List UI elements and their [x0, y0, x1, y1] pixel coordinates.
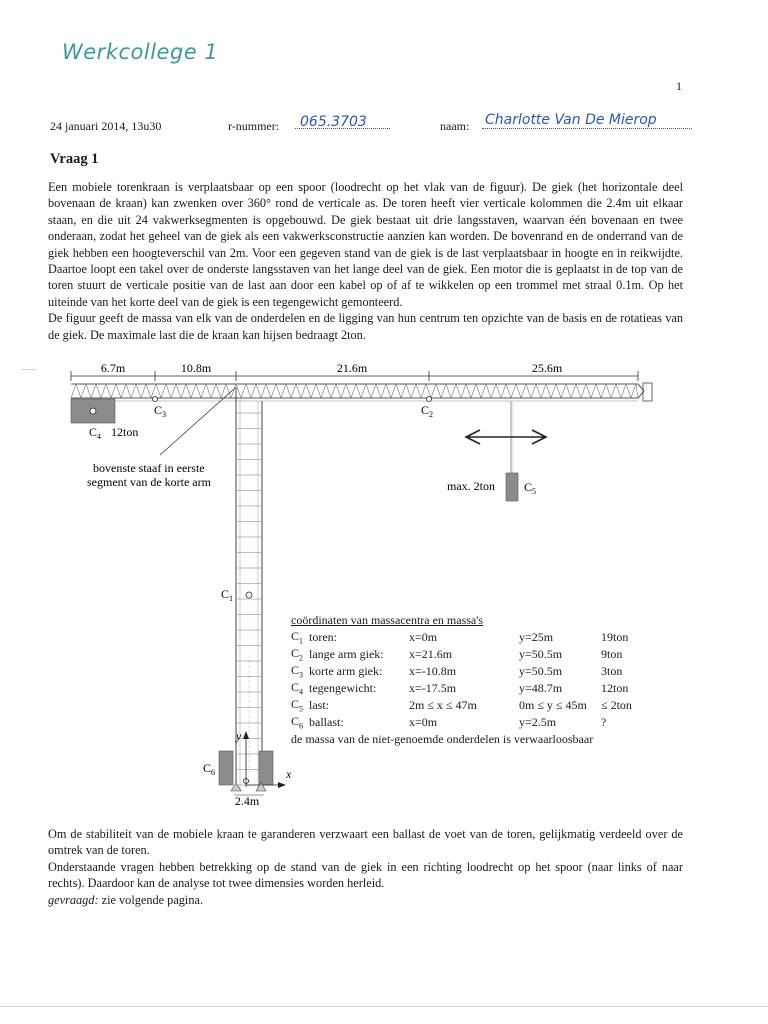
x-coordinate: x=-10.8m	[409, 664, 457, 678]
exam-date: 24 januari 2014, 13u30	[50, 119, 162, 133]
jib-truss	[71, 383, 652, 401]
x-axis-label: x	[286, 767, 292, 781]
question-body	[48, 179, 683, 343]
y-coordinate: y=50.5m	[519, 664, 563, 678]
footer-body	[48, 826, 683, 908]
footer-paragraph-2: Onderstaande vragen hebben betrekking op de stand van de giek in een richting loodrecht op het spoor (naar links of naar rechts). Daardoor kan de analyse tot twee dimensies worden herleid.	[48, 859, 683, 891]
y-axis-label: y	[236, 729, 242, 743]
component-name: lange arm giek:	[309, 647, 384, 661]
table-footnote: de massa van de niet-genoemde onderdelen is verwaarloosbaar	[291, 732, 594, 746]
name-label: naam:	[440, 119, 470, 133]
component-name: toren:	[309, 630, 337, 644]
table-row	[291, 680, 651, 697]
c3-centroid-marker	[153, 397, 158, 402]
mass-value: ?	[601, 715, 607, 729]
asked-text: zie volgende pagina.	[98, 892, 204, 907]
mass-value: 12ton	[601, 681, 629, 695]
dimension-label: 10.8m	[180, 361, 212, 375]
name-value: Charlotte Van De Mierop	[485, 112, 657, 128]
table-row	[291, 629, 651, 646]
y-axis-arrowhead	[243, 731, 249, 739]
dimension-label: 6.7m	[100, 361, 126, 375]
component-name: korte arm giek:	[309, 664, 383, 678]
table-row	[291, 697, 651, 714]
c-symbol: $C_3$	[291, 663, 304, 680]
mass-value: ≤ 2ton	[601, 698, 632, 712]
table-row	[291, 663, 651, 680]
x-coordinate: x=21.6m	[409, 647, 453, 661]
c-symbol: $C_5$	[291, 697, 304, 714]
component-name: tegengewicht:	[309, 681, 377, 695]
annotation-line-2: segment van de korte arm	[87, 475, 211, 489]
x-coordinate: x=-17.5m	[409, 681, 457, 695]
c4-mass-label: 12ton	[111, 425, 139, 439]
x-coordinate: 2m ≤ x ≤ 47m	[409, 698, 477, 712]
component-name: last:	[309, 698, 329, 712]
question-paragraph-2: De figuur geeft de massa van elk van de onderdelen en de ligging van hun centrum ten opzichte van de basis en de rotatieas van de giek. De maximale last die de kraan kan hijsen bedraagt 2ton.	[48, 311, 683, 342]
x-coordinate: x=0m	[409, 715, 438, 729]
table-body	[291, 629, 651, 731]
dimension-label: 25.6m	[531, 361, 563, 375]
y-coordinate: y=50.5m	[519, 647, 563, 661]
question-title: Vraag 1	[50, 151, 99, 167]
asked-line	[48, 892, 683, 908]
mass-value: 9ton	[601, 647, 623, 661]
r-number-label: r-nummer:	[228, 119, 280, 133]
y-coordinate: y=48.7m	[519, 681, 563, 695]
dimension-label: 21.6m	[336, 361, 368, 375]
c-symbol: $C_2$	[291, 646, 304, 663]
question-paragraph-1: Een mobiele torenkraan is verplaatsbaar op een spoor (loodrecht op het vlak van de figuur). De giek (het horizontale deel bovenaan de kraan) kan zwenken over 360° rond de verticale as. De toren heeft vier verticale kolommen die 2.4m uit elkaar staan, en die uit 24 vakwerksegmenten is opgebouwd. De giek bestaat uit drie langsstaven, waarvan één bovenaan en twee onderaan, zodat het geheel van de giek als een vakwerksconstructie aanzien kan worden. De bovenrand en de onderrand van de giek hebben een hoogteverschil van 2m. Voor een gegeven stand van de giek is de last verplaatsbaar in hoogte en in reikwijdte. Daartoe loopt een takel over de onderste langsstaven van het lange deel van de giek. Een motor die is geplaatst in de top van de toren stuurt de verticale positie van de last aan door een kabel op of af te wikkelen op een trommel met straal 0.1m. Op het uiteinde van het korte deel van de giek is een tegengewicht gemonteerd.	[48, 180, 683, 309]
base-width-label: 2.4m	[234, 794, 260, 808]
c-symbol: $C_4$	[291, 680, 304, 697]
c6-label: $C_6$	[203, 761, 216, 777]
x-coordinate: x=0m	[409, 630, 438, 644]
handwritten-heading: Werkcollege 1	[62, 40, 219, 64]
coordinates-table	[291, 613, 651, 747]
scan-edge-mark	[22, 369, 36, 370]
r-number-value: 065.3703	[300, 114, 367, 130]
c-symbol: $C_6$	[291, 714, 304, 731]
mass-value: 19ton	[601, 630, 629, 644]
max-load-label: max. 2ton	[447, 479, 495, 493]
mass-value: 3ton	[601, 664, 623, 678]
c1-centroid-marker	[246, 592, 252, 598]
load-block	[506, 473, 518, 501]
ballast-block-right	[259, 751, 273, 785]
c4-label: $C_4$	[89, 425, 102, 441]
y-coordinate: y=25m	[519, 630, 554, 644]
table-row	[291, 646, 651, 663]
c1-label: $C_1$	[221, 587, 234, 603]
table-row	[291, 714, 651, 731]
annotation-line-1: bovenste staaf in eerste	[93, 461, 205, 475]
component-name: ballast:	[309, 715, 344, 729]
ballast-block-left	[219, 751, 233, 785]
c4-centroid-marker	[90, 408, 96, 414]
c5-label: $C_5$	[524, 480, 537, 496]
c-symbol: $C_1$	[291, 629, 304, 646]
trolley-travel-arrow	[466, 430, 546, 444]
c3-label: $C_3$	[154, 403, 167, 419]
page-number: 1	[676, 79, 682, 93]
name-dots	[482, 128, 692, 129]
scan-edge-mark	[0, 1006, 768, 1007]
c2-centroid-marker	[427, 397, 432, 402]
table-title: coördinaten van massacentra en massa's	[291, 613, 484, 627]
c2-label: $C_2$	[421, 403, 434, 419]
x-axis-arrowhead	[278, 782, 286, 788]
y-coordinate: y=2.5m	[519, 715, 557, 729]
footer-paragraph-1: Om de stabiliteit van de mobiele kraan te garanderen verzwaart een ballast de voet van de toren, gelijkmatig verdeeld over de omtrek van de toren.	[48, 827, 683, 858]
asked-label: gevraagd:	[48, 892, 99, 907]
y-coordinate: 0m ≤ y ≤ 45m	[519, 698, 587, 712]
